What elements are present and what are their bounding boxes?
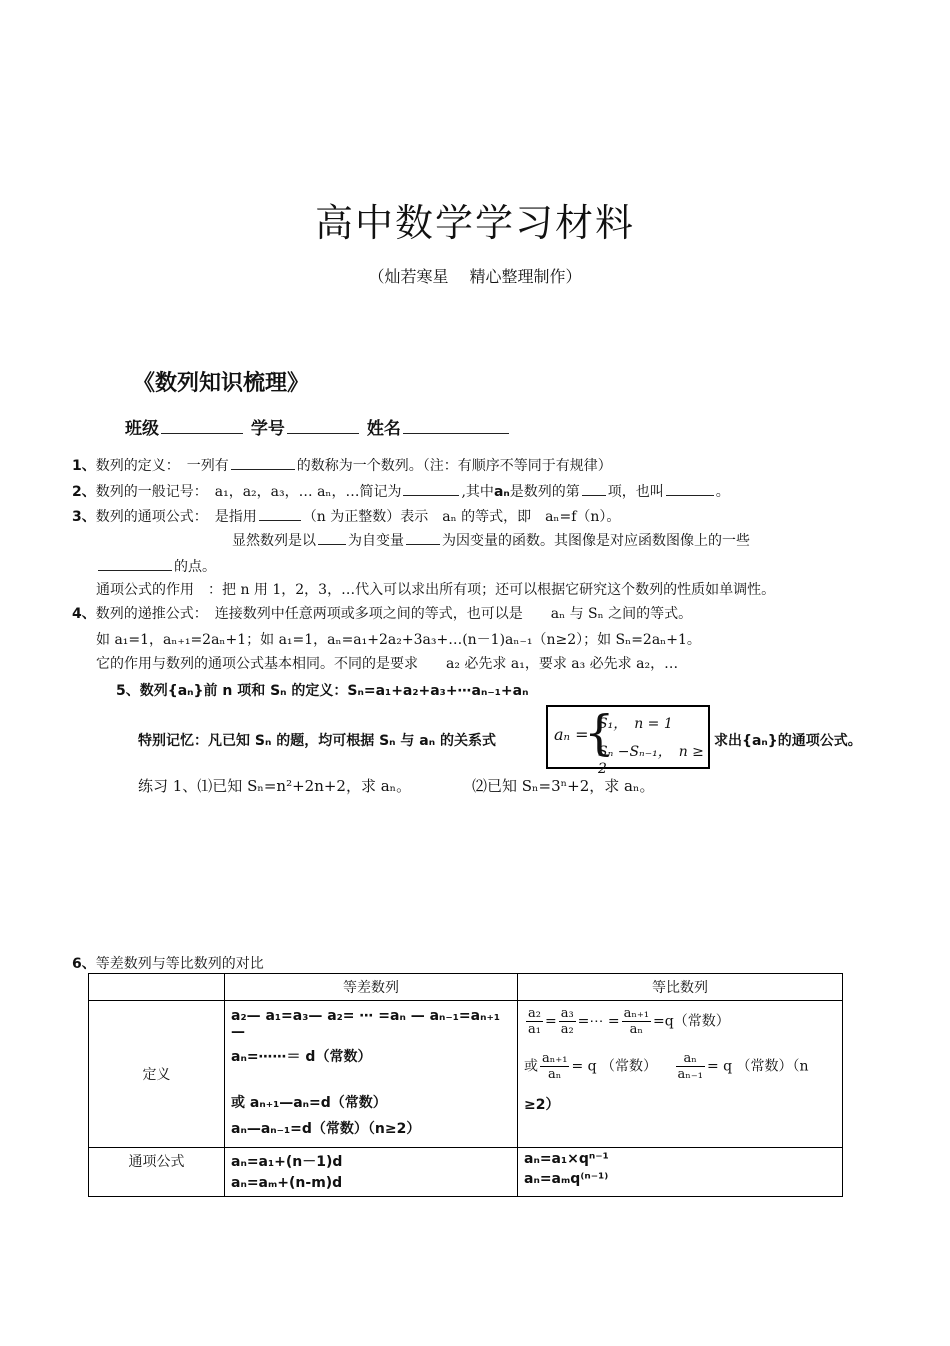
math-text: = q （常数） [571,1058,658,1075]
item-3b [232,528,750,550]
item-text: aₙ [493,484,510,500]
item-5: 5、数列{aₙ}前 n 项和 Sₙ 的定义：Sₙ=a₁+a₂+a₃+⋯aₙ₋₁+aₙ [116,683,529,699]
arith-def-line: 或 aₙ₊₁—aₙ=d（常数） [231,1095,387,1111]
name-label: 姓名 [366,419,401,439]
fill-blank[interactable] [259,504,301,521]
geo-gen-line: aₙ=aₘq⁽ⁿ⁻¹⁾ [524,1171,609,1187]
name-field[interactable] [403,417,509,434]
piecewise-formula-box [546,705,710,777]
table-row [89,1148,843,1197]
table-corner-cell [89,974,225,1001]
item-number: 6、 [72,956,96,972]
header-arithmetic: 等差数列 [225,974,518,1001]
section-heading: 《数列知识梳理》 [133,371,310,396]
item-text: （n 为正整数）表示 aₙ 的等式，即 aₙ=f（n）。 [302,509,621,525]
fill-blank[interactable] [231,453,295,470]
item-4c: 它的作用与数列的通项公式基本相同。不同的是要求 a₂ 必先求 a₁，要求 a₃ 必先求 a₂，… [96,656,679,672]
formula-case-2: Sₙ −Sₙ₋₁， n ≥ 2 [598,744,704,777]
item-text: 是数列的第 [509,484,580,500]
item-3d: 通项公式的作用 ：把 n 用 1，2，3，…代入可以求出所有项；还可以根据它研究这个数列的性质如单调性。 [96,582,776,598]
fraction: $\frac{\text{a₃}}{\text{a₂}}$ [560,1006,574,1037]
class-label: 班级 [125,419,159,439]
class-field[interactable] [161,417,243,434]
table-header-row [89,974,843,1001]
item-text: 为因变量的函数。其图像是对应函数图像上的一些 [442,533,750,549]
fraction: $\frac{\text{aₙ₊₁}}{\text{aₙ}}$ [623,1006,650,1037]
geo-def-line-1: $\frac{\text{a₂}}{\text{a₁}}$ = $\frac{\text{a₃}}{\text{a₂}}$ =⋯ = $\frac{\text{aₙ₊₁}}{\text{aₙ}}$ =q（常数） [528,1006,730,1037]
item-2 [72,479,730,501]
item-text: 为自变量 [348,533,404,549]
fill-blank[interactable] [98,554,172,571]
item-3 [72,504,620,526]
item-text: 。 [715,484,730,500]
item-text: 数列的一般记号： a₁，a₂，a₃，… aₙ，…简记为 [95,484,402,500]
fraction: $\frac{\text{a₂}}{\text{a₁}}$ [528,1006,541,1037]
item-5b-lead: 特别记忆：凡已知 Sₙ 的题，均可根据 Sₙ 与 aₙ 的关系式 [138,733,496,749]
arith-definition-cell [225,1001,518,1148]
item-text: 显然数列是以 [232,533,316,549]
item-4b: 如 a₁=1，aₙ₊₁=2aₙ+1；如 a₁=1，aₙ=a₁+2a₂+3a₃+…(n－1)aₙ₋₁（n≥2）；如 Sₙ=2aₙ+1。 [96,632,701,648]
geo-definition-cell [518,1001,843,1148]
fill-blank[interactable] [406,528,440,545]
formula-lhs: aₙ = [554,725,589,744]
table-row [89,1001,843,1148]
fill-blank[interactable] [403,479,459,496]
item-text: 数列的定义： 一列有 [95,458,229,474]
item-5b-tail: 求出{aₙ}的通项公式。 [714,733,862,749]
arith-general-cell [225,1148,518,1197]
fill-blank[interactable] [582,479,606,496]
geo-gen-line: aₙ=a₁×qⁿ⁻¹ [524,1151,609,1167]
item-text: 项，也叫 [607,484,664,500]
arith-def-line: aₙ=⋯⋯＝ d（常数） [231,1049,372,1065]
formula-case-1: S₁， n = 1 [598,716,673,732]
exercise-1b: ⑵已知 Sₙ=3ⁿ+2，求 aₙ。 [472,777,655,795]
item-text: 数列的通项公式： 是指用 [95,509,257,525]
math-text: = q （常数）（n [706,1058,809,1075]
item-text: 的数称为一个数列。（注：有顺序不等同于有规律） [296,458,612,474]
arith-def-line: a₂— a₁=a₃— a₂= ⋯ =aₙ — aₙ₋₁=aₙ₊₁— [231,1008,501,1040]
row-label-definition: 定义 [89,1001,225,1148]
arith-gen-line: aₙ=a₁+(n－1)d [231,1154,343,1170]
item-4 [72,603,692,623]
item-number: 4、 [72,606,96,622]
math-text: =q（常数） [653,1013,730,1030]
math-text: =⋯ = [577,1013,620,1030]
item-number: 2、 [72,484,96,500]
brace-glyph: { [584,705,615,761]
item-6 [72,953,264,973]
row-label-general-term: 通项公式 [89,1148,225,1197]
geo-def-line-3: ≥2） [524,1097,560,1113]
header-geometric: 等比数列 [518,974,843,1001]
item-text: 数列的递推公式： 连接数列中任意两项或多项之间的等式，也可以是 aₙ 与 Sₙ 之间的等式。 [95,606,693,622]
id-field[interactable] [287,417,359,434]
geo-general-cell [518,1148,843,1197]
page-title: 高中数学学习材料 [314,201,635,245]
item-text: 等差数列与等比数列的对比 [95,956,264,972]
page-subtitle: （灿若寒星 精心整理制作） [368,267,582,286]
fill-blank[interactable] [318,528,346,545]
comparison-table [88,973,843,1197]
fill-blank[interactable] [666,479,714,496]
item-number: 3、 [72,509,96,525]
item-text: ,其中 [461,484,494,500]
id-label: 学号 [250,419,285,439]
arith-def-line: aₙ—aₙ₋₁=d（常数）（n≥2） [231,1121,421,1137]
student-info-line [125,414,511,439]
fraction: $\frac{\text{aₙ₊₁}}{\text{aₙ}}$ [542,1051,568,1082]
exercise-1a: 练习 1、⑴已知 Sₙ=n²+2n+2，求 aₙ。 [138,777,412,795]
arith-gen-line: aₙ=aₘ+(n-m)d [231,1175,343,1191]
math-text: 或 [524,1058,538,1075]
item-3c [96,554,216,576]
item-1 [72,453,612,475]
item-number: 1、 [72,458,96,474]
geo-def-line-2 [524,1051,836,1082]
fraction: $\frac{\text{aₙ}}{\text{aₙ₋₁}}$ [677,1051,703,1082]
item-text: 的点。 [174,559,216,575]
